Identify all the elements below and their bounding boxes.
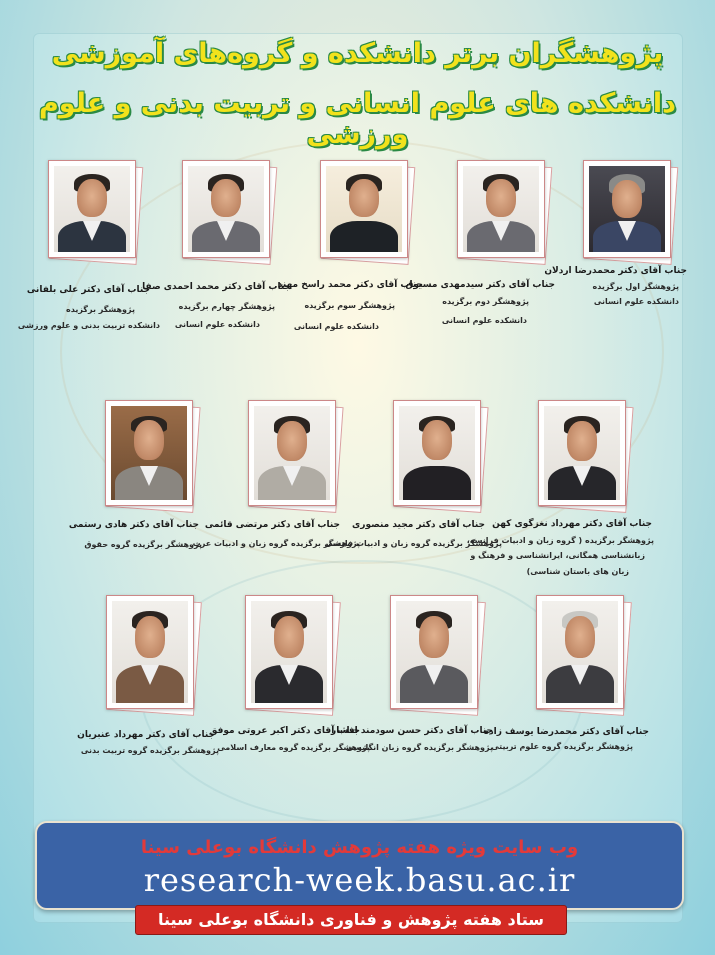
researcher-title: پژوهشگر برگزیده <box>65 305 135 314</box>
researcher-title: پژوهشگر برگزیده گروه معارف اسلامی <box>217 743 370 752</box>
researcher-title: پژوهشگر سوم برگزیده <box>304 301 395 310</box>
researcher-title: پژوهشگر برگزیده گروه تربیت بدنی <box>80 746 219 755</box>
researcher-title: پژوهشگر برگزیده گروه حقوق <box>84 540 202 549</box>
researcher-name: جناب آقای دکتر حسن سودمند افشار <box>331 726 493 736</box>
researcher-name: جناب آقای دکتر مهرداد نغزگوی کهن <box>492 519 652 529</box>
researcher-name: جناب آقای دکتر علی بلفانی <box>26 285 150 295</box>
researcher-name: جناب آقای دکتر محمد احمدی صفا <box>142 282 291 292</box>
researcher-name: جناب آقای دکتر محمدرضا یوسف زاده <box>483 727 649 737</box>
researcher-title: پژوهشگر برگزیده گروه علوم تربیتی <box>491 742 633 751</box>
poster-title-line2: دانشکده های علوم انسانی و تربیت بدنی و علوم ورزشی <box>38 88 677 150</box>
researcher-title: پژوهشگر برگزیده گروه زبان و ادبیات عرب <box>192 539 360 548</box>
footer-organizer: ستاد هفته پژوهش و فناوری دانشگاه بوعلی سینا <box>135 905 567 935</box>
researcher-title: پژوهشگر اول برگزیده <box>592 282 679 291</box>
researcher-faculty: دانشکده علوم انسانی <box>174 320 260 329</box>
researcher-name: جناب آقای دکتر محمدرضا اردلان <box>544 266 687 276</box>
researcher-title: پژوهشگر چهارم برگزیده <box>178 302 275 311</box>
researcher-name: جناب آقای دکتر سیدمهدی مسبوق <box>405 280 555 290</box>
researcher-title: پژوهشگر دوم برگزیده <box>442 297 529 306</box>
researcher-name: جناب آقای دکتر مجید منصوری <box>352 520 485 530</box>
researcher-name: جناب آقای دکتر اکبر عروتی موفق <box>209 726 360 736</box>
website-url-link[interactable]: research-week.basu.ac.ir <box>143 861 576 899</box>
researcher-name: جناب آقای دکتر محمد راسخ مهند <box>277 280 423 290</box>
researcher-faculty: دانشکده علوم انسانی <box>293 322 379 331</box>
researcher-title: پژوهشگر برگزیده گروه زبان و ادبیات فارسی <box>324 539 502 548</box>
researcher-name: جناب آقای دکتر هادی رستمی <box>68 520 199 530</box>
researcher-title: زبانشناسی همگانی، ایرانشناسی و فرهنگ و <box>470 551 645 560</box>
website-banner <box>35 821 684 910</box>
researcher-title: پژوهشگر برگزیده گروه زبان انگلیسی <box>345 743 493 752</box>
banner-label: وب سایت ویژه هفته پژوهش دانشگاه بوعلی سینا <box>140 837 579 858</box>
researcher-faculty: دانشکده علوم انسانی <box>441 316 527 325</box>
poster-title-line1: پژوهشگران برتر دانشکده و گروه‌های آموزشی <box>51 38 664 69</box>
researcher-faculty: دانشکده علوم انسانی <box>593 297 679 306</box>
researcher-name: جناب آقای دکتر مهرداد عنبریان <box>77 730 215 740</box>
researcher-name: جناب آقای دکتر مرتضی قائمی <box>204 520 340 530</box>
researcher-title: پژوهشگر برگزیده ( گروه زبان و ادبیات فرانسه، <box>466 536 654 545</box>
researcher-title: زبان های باستان شناسی) <box>526 567 629 576</box>
decorative-pattern <box>140 560 584 824</box>
researcher-faculty: دانشکده تربیت بدنی و علوم ورزشی <box>17 321 160 330</box>
